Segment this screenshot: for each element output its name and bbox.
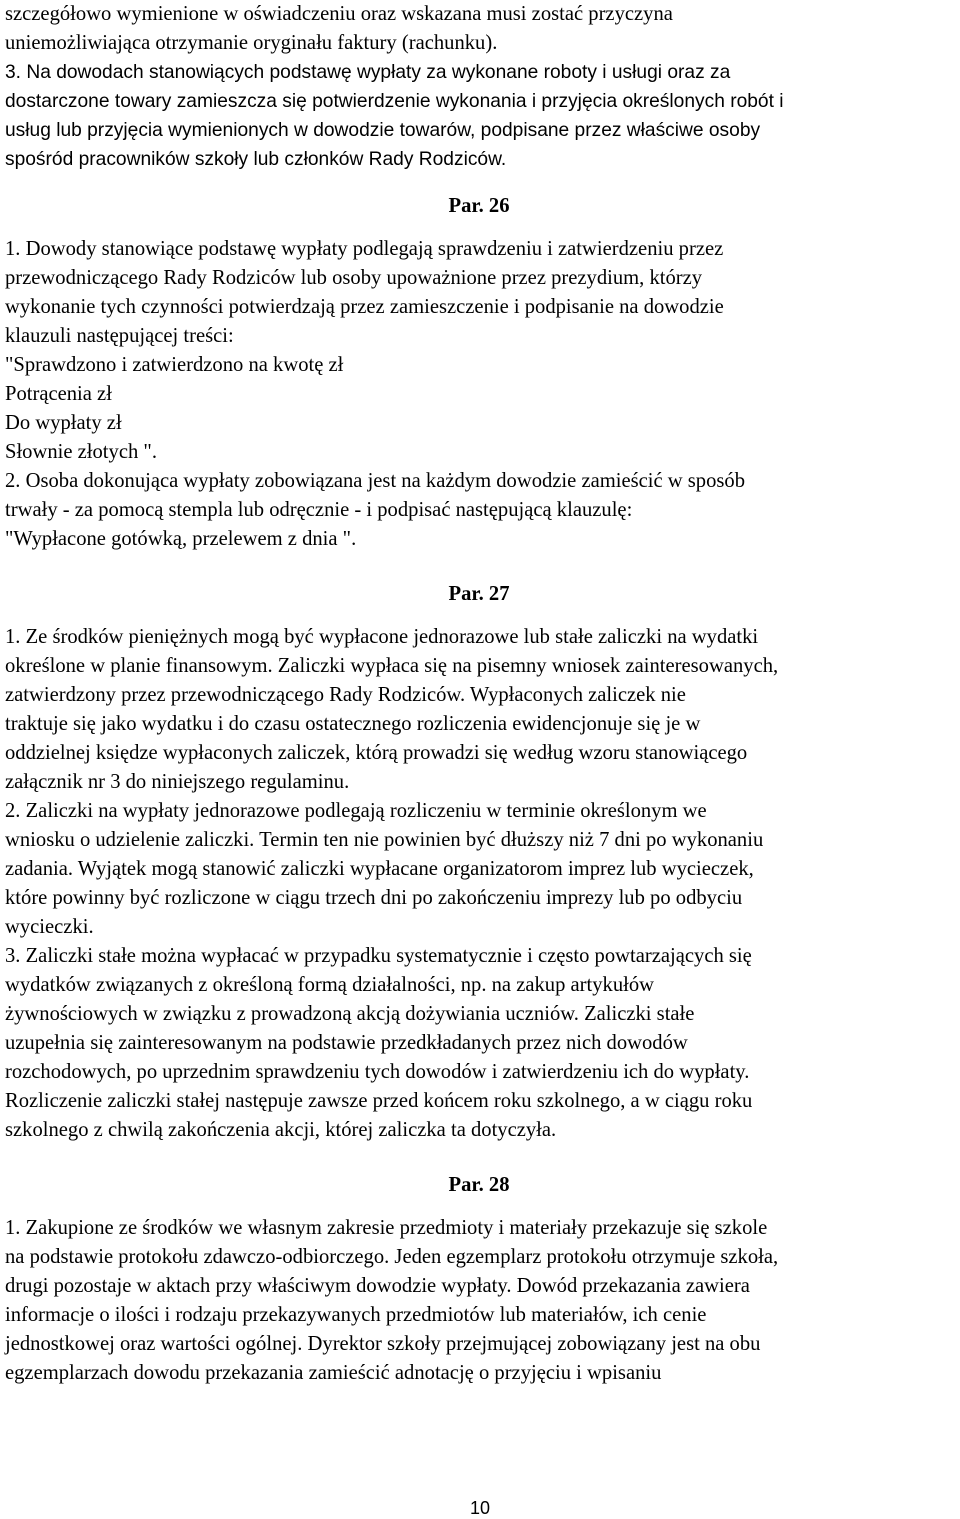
paragraph-line: wydatków związanych z określoną formą działalności, np. na zakup artykułów	[5, 974, 655, 996]
paragraph-line: Słownie złotych ".	[5, 441, 157, 463]
intro-section	[5, 0, 953, 174]
intro-line: szczegółowo wymienione w oświadczeniu oraz wskazana musi zostać przyczyna	[5, 3, 673, 25]
paragraph-line: 1. Dowody stanowiące podstawę wypłaty podlegają sprawdzeniu i zatwierdzeniu przez	[5, 238, 724, 260]
paragraph-line: zatwierdzony przez przewodniczącego Rady Rodziców. Wypłaconych zaliczek nie	[5, 684, 686, 706]
paragraph-line: trwały - za pomocą stempla lub odręcznie - i podpisać następującą klauzulę:	[5, 499, 633, 521]
document-page	[5, 0, 953, 1388]
paragraph-line: wykonanie tych czynności potwierdzają przez zamieszczenie i podpisanie na dowodzie	[5, 296, 724, 318]
paragraph-line: "Sprawdzono i zatwierdzono na kwotę zł	[5, 354, 344, 376]
section-heading: Par. 26	[448, 195, 510, 217]
intro-line: spośród pracowników szkoły lub członków Rady Rodziców.	[5, 149, 507, 170]
paragraph-line: wycieczki.	[5, 916, 94, 938]
paragraph-line: klauzuli następującej treści:	[5, 325, 234, 347]
intro-line: dostarczone towary zamieszcza się potwierdzenie wykonania i przyjęcia określonych robót i	[5, 91, 784, 112]
paragraph-line: Do wypłaty zł	[5, 412, 122, 434]
page-number: 10	[469, 1498, 491, 1518]
paragraph-line: 3. Zaliczki stałe można wypłacać w przypadku systematycznie i często powtarzających się	[5, 945, 752, 967]
paragraph-line: 1. Ze środków pieniężnych mogą być wypłacone jednorazowe lub stałe zaliczki na wydatki	[5, 626, 759, 648]
paragraph-line: traktuje się jako wydatku i do czasu ostatecznego rozliczenia ewidencjonuje się je w	[5, 713, 701, 735]
section-par-28	[5, 1171, 953, 1388]
paragraph-line: określone w planie finansowym. Zaliczki wypłaca się na pisemny wniosek zainteresowanych,	[5, 655, 779, 677]
paragraph-line: "Wypłacone gotówką, przelewem z dnia ".	[5, 528, 357, 550]
paragraph-line: przewodniczącego Rady Rodziców lub osoby upoważnione przez prezydium, którzy	[5, 267, 703, 289]
section-par-27	[5, 580, 953, 1145]
paragraph-line: które powinny być rozliczone w ciągu trzech dni po zakończeniu imprezy lub po odbyciu	[5, 887, 743, 909]
paragraph-line: informacje o ilości i rodzaju przekazywanych przedmiotów lub materiałów, ich cenie	[5, 1304, 707, 1326]
paragraph-line: jednostkowej oraz wartości ogólnej. Dyrektor szkoły przejmującej zobowiązany jest na obu	[5, 1333, 761, 1355]
paragraph-line: drugi pozostaje w aktach przy właściwym dowodzie wypłaty. Dowód przekazania zawiera	[5, 1275, 750, 1297]
paragraph-line: 2. Osoba dokonująca wypłaty zobowiązana jest na każdym dowodzie zamieścić w sposób	[5, 470, 746, 492]
intro-line: 3. Na dowodach stanowiących podstawę wypłaty za wykonane roboty i usługi oraz za	[5, 62, 731, 83]
paragraph-line: oddzielnej księdze wypłaconych zaliczek, którą prowadzi się według wzoru stanowiącego	[5, 742, 748, 764]
intro-line: uniemożliwiająca otrzymanie oryginału faktury (rachunku).	[5, 32, 498, 54]
paragraph-line: na podstawie protokołu zdawczo-odbiorczego. Jeden egzemplarz protokołu otrzymuje szkoła,	[5, 1246, 779, 1268]
paragraph-line: 2. Zaliczki na wypłaty jednorazowe podlegają rozliczeniu w terminie określonym we	[5, 800, 707, 822]
paragraph-line: uzupełnia się zainteresowanym na podstawie przedkładanych przez nich dowodów	[5, 1032, 688, 1054]
paragraph-line: zadania. Wyjątek mogą stanowić zaliczki wypłacane organizatorom imprez lub wycieczek,	[5, 858, 754, 880]
paragraph-line: wniosku o udzielenie zaliczki. Termin ten nie powinien być dłuższy niż 7 dni po wykonaniu	[5, 829, 764, 851]
section-heading: Par. 27	[448, 583, 510, 605]
section-par-26	[5, 192, 953, 554]
paragraph-line: egzemplarzach dowodu przekazania zamieścić adnotację o przyjęciu i wpisaniu	[5, 1362, 662, 1384]
paragraph-line: szkolnego z chwilą zakończenia akcji, której zaliczka ta dotyczyła.	[5, 1119, 557, 1141]
paragraph-line: żywnościowych w związku z prowadzoną akcją dożywiania uczniów. Zaliczki stałe	[5, 1003, 695, 1025]
paragraph-line: 1. Zakupione ze środków we własnym zakresie przedmioty i materiały przekazuje się szkole	[5, 1217, 768, 1239]
paragraph-line: załącznik nr 3 do niniejszego regulaminu.	[5, 771, 350, 793]
section-heading: Par. 28	[448, 1174, 510, 1196]
paragraph-line: Potrącenia zł	[5, 383, 112, 405]
paragraph-line: rozchodowych, po uprzednim sprawdzeniu tych dowodów i zatwierdzeniu ich do wypłaty.	[5, 1061, 750, 1083]
paragraph-line: Rozliczenie zaliczki stałej następuje zawsze przed końcem roku szkolnego, a w ciągu roku	[5, 1090, 753, 1112]
intro-line: usług lub przyjęcia wymienionych w dowodzie towarów, podpisane przez właściwe osoby	[5, 120, 761, 141]
